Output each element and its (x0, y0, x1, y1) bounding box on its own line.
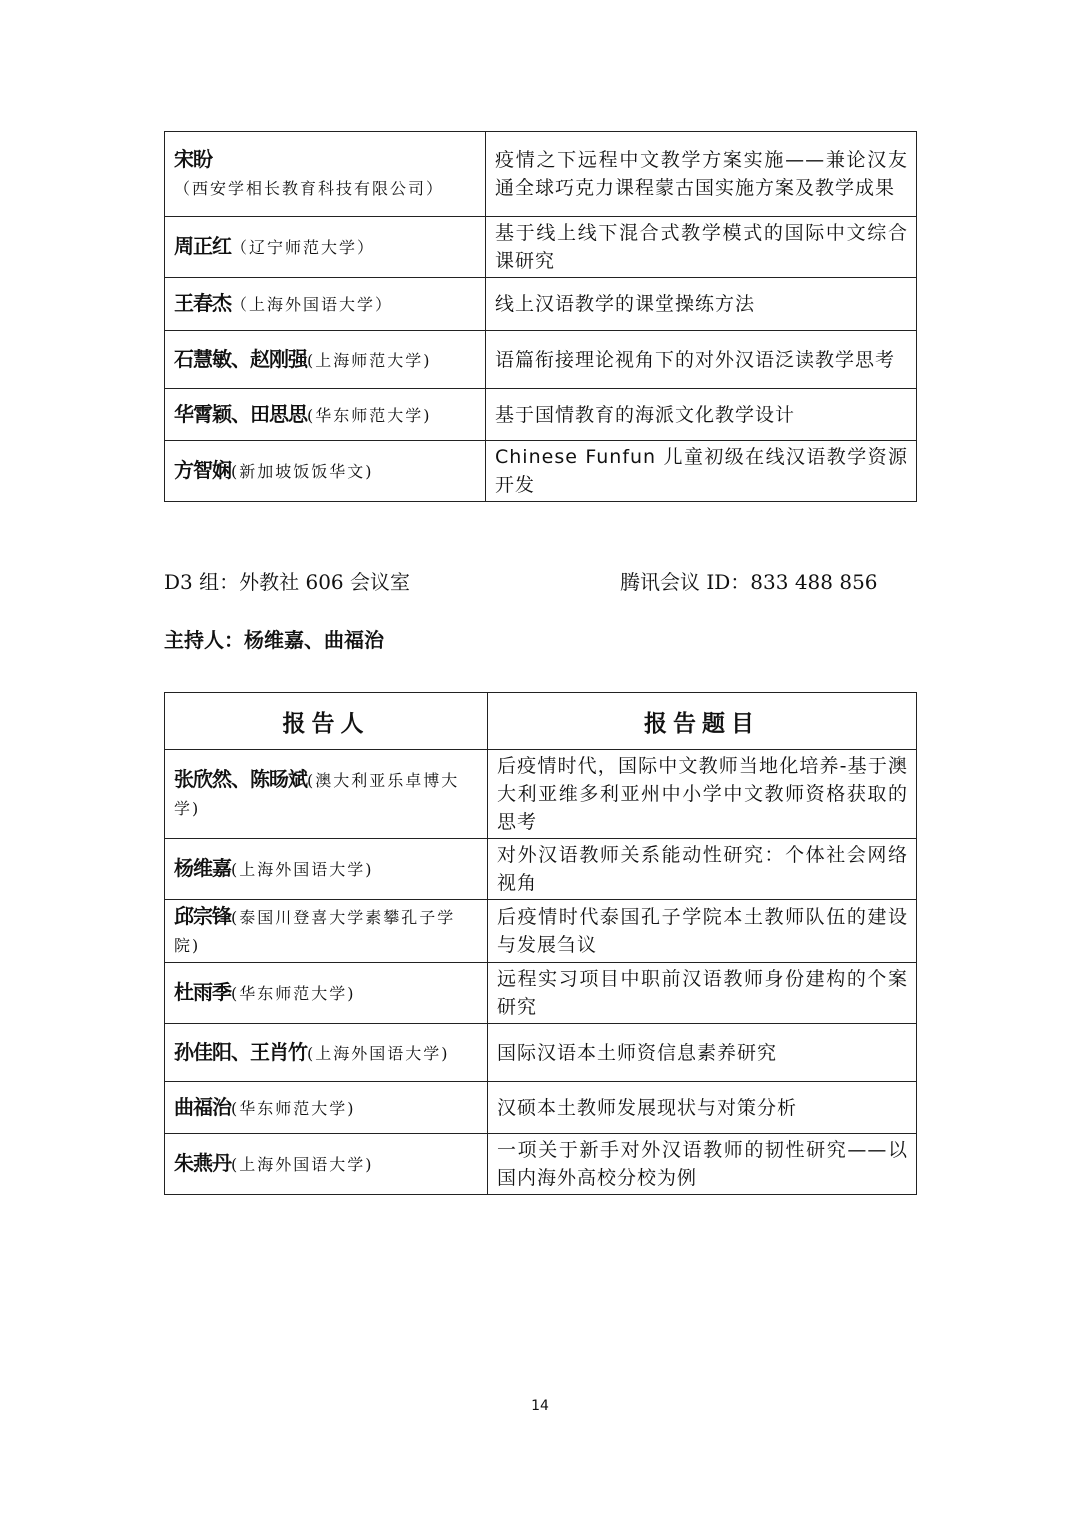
speaker-affiliation: (泰国川登喜大学素攀孔子学院) (174, 908, 456, 955)
table-row (165, 132, 917, 217)
topic-cell: 后疫情时代，国际中文教师当地化培养-基于澳大利亚维多利亚州中小学中文教师资格获取的思考 (488, 750, 917, 839)
speaker-name: 邱宗锋 (174, 904, 231, 928)
speaker-affiliation: (澳大利亚乐卓博大学) (174, 771, 460, 818)
topic-cell: 语篇衔接理论视角下的对外汉语泛读教学思考 (486, 331, 917, 389)
speaker-name: 宋盼 (174, 147, 212, 171)
speaker-affiliation: (上海外国语大学) (307, 1043, 450, 1063)
topic-cell: Chinese Funfun 儿童初级在线汉语教学资源开发 (486, 441, 917, 502)
speaker-cell (165, 963, 488, 1024)
speaker-name: 曲福治 (174, 1094, 231, 1119)
table-row (165, 963, 917, 1024)
header-speaker: 报告人 (165, 693, 488, 750)
table-row (165, 441, 917, 502)
speaker-name: 华霄颖、田思思 (174, 401, 307, 426)
topic-cell: 基于线上线下混合式教学模式的国际中文综合课研究 (486, 217, 917, 278)
group-room-label: D3 组：外教社 606 会议室 (164, 570, 411, 594)
speaker-name: 杜雨季 (174, 980, 231, 1004)
speaker-affiliation: (上海外国语大学) (231, 1155, 374, 1174)
table-row (165, 900, 917, 963)
schedule-table-continued (164, 131, 917, 502)
topic-cell: 一项关于新手对外汉语教师的韧性研究——以国内海外高校分校为例 (488, 1134, 917, 1195)
speaker-name: 方智娴 (174, 458, 231, 482)
table-row (165, 839, 917, 900)
topic-cell: 国际汉语本土师资信息素养研究 (488, 1024, 917, 1082)
table-row (165, 217, 917, 278)
speaker-affiliation: (新加坡饭饭华文) (231, 462, 374, 481)
table-row (165, 1024, 917, 1082)
speaker-cell (165, 331, 486, 389)
speaker-cell (165, 278, 486, 331)
table-header-row (165, 693, 917, 750)
speaker-cell (165, 900, 488, 963)
speaker-name: 朱燕丹 (174, 1151, 231, 1175)
table-row (165, 1082, 917, 1134)
speaker-cell (165, 1134, 488, 1195)
speaker-cell (165, 441, 486, 502)
speaker-affiliation: （上海外国语大学） (231, 295, 394, 314)
topic-cell: 基于国情教育的海派文化教学设计 (486, 389, 917, 441)
page-number: 14 (531, 1398, 549, 1414)
speaker-name: 孙佳阳、王肖竹 (174, 1039, 307, 1064)
speaker-affiliation: (华东师范大学) (307, 405, 432, 425)
speaker-affiliation: (华东师范大学) (231, 1098, 356, 1118)
topic-cell: 线上汉语教学的课堂操练方法 (486, 278, 917, 331)
speaker-affiliation: (上海师范大学) (307, 350, 432, 370)
speaker-affiliation: (华东师范大学) (231, 984, 356, 1003)
speaker-cell (165, 132, 486, 217)
speaker-affiliation: （辽宁师范大学） (231, 238, 376, 257)
table-row (165, 278, 917, 331)
table-row (165, 389, 917, 441)
speaker-name: 石慧敏、赵刚强 (174, 346, 307, 371)
topic-cell: 对外汉语教师关系能动性研究：个体社会网络视角 (488, 839, 917, 900)
speaker-cell (165, 217, 486, 278)
speaker-cell (165, 839, 488, 900)
table-row (165, 1134, 917, 1195)
speaker-cell (165, 1082, 488, 1134)
topic-cell: 疫情之下远程中文教学方案实施——兼论汉友通全球巧克力课程蒙古国实施方案及教学成果 (486, 132, 917, 217)
speaker-affiliation: （西安学相长教育科技有限公司） (174, 179, 445, 198)
speaker-name: 张欣然、陈旸斌 (174, 767, 307, 791)
topic-cell: 汉硕本土教师发展现状与对策分析 (488, 1082, 917, 1134)
topic-cell: 后疫情时代泰国孔子学院本土教师队伍的建设与发展刍议 (488, 900, 917, 963)
topic-cell: 远程实习项目中职前汉语教师身份建构的个案研究 (488, 963, 917, 1024)
speaker-cell (165, 1024, 488, 1082)
d3-schedule-table (164, 692, 917, 1195)
table-row (165, 331, 917, 389)
host-label: 主持人：杨维嘉、曲福治 (164, 628, 384, 652)
speaker-name: 周正红 (174, 234, 231, 258)
header-topic: 报告题目 (488, 693, 917, 750)
speaker-cell (165, 750, 488, 839)
speaker-affiliation: (上海外国语大学) (231, 860, 374, 879)
meeting-id-label: 腾讯会议 ID：833 488 856 (620, 570, 878, 594)
speaker-cell (165, 389, 486, 441)
table-row (165, 750, 917, 839)
speaker-name: 王春杰 (174, 291, 231, 315)
speaker-name: 杨维嘉 (174, 856, 231, 880)
